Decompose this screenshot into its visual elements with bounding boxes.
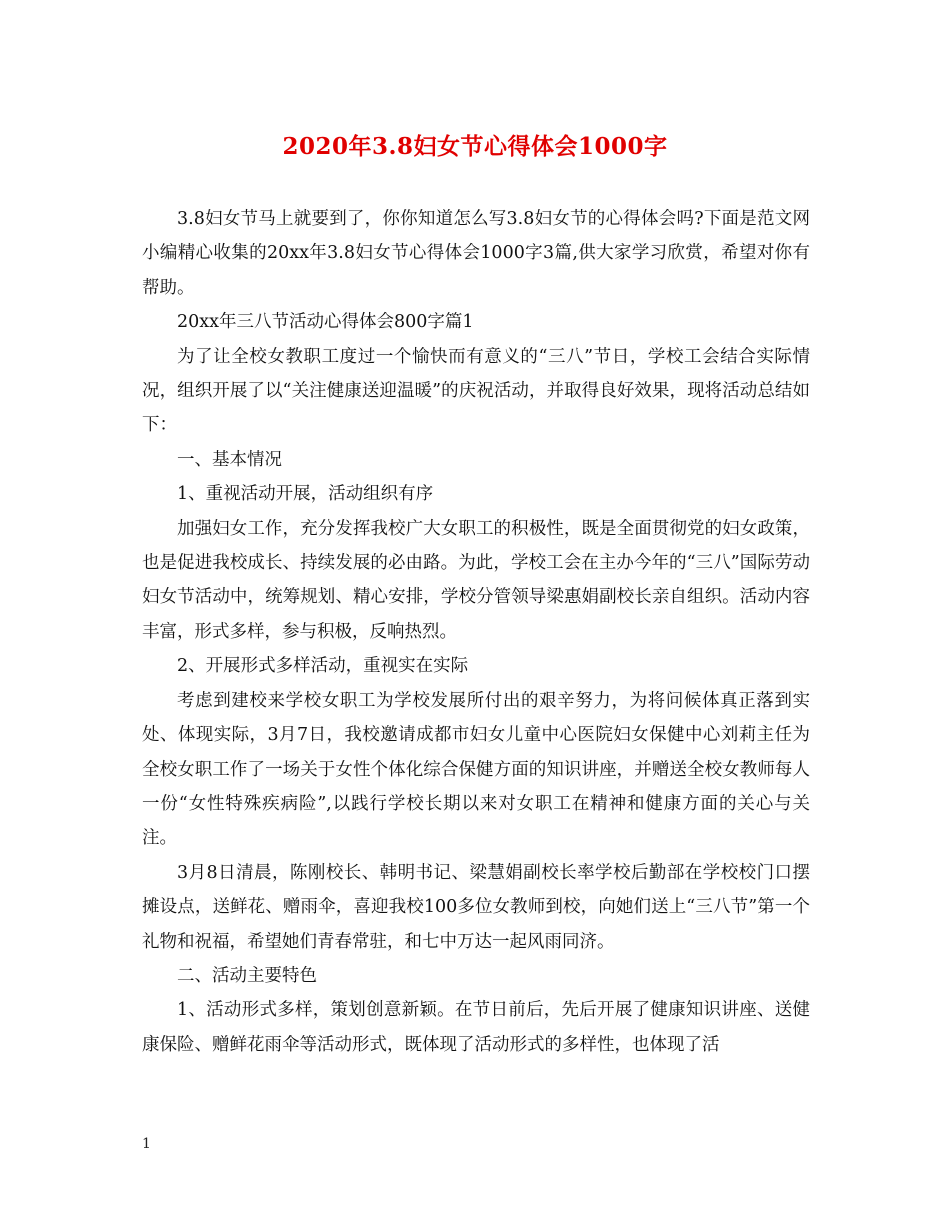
- paragraph-article-heading: 20xx年三八节活动心得体会800字篇1: [177, 312, 474, 333]
- subheading-diverse-activities: 2、开展形式多样活动，重视实在实际: [177, 656, 469, 677]
- document-body: [142, 202, 810, 1062]
- paragraph-health-lecture: 考虑到建校来学校女职工为学校发展所付出的艰辛努力，为将问候体真正落到实处、体现实际，3月7日，我校邀请成都市妇女儿童中心医院妇女保健中心刘莉主任为全校女职工作了一场关于女性个体化综合保健方面的知识讲座，并赠送全校女教师每人一份“女性特殊疾病险”,以践行学校长期以来对女职工在精神和健康方面的关心与关注。: [142, 690, 810, 849]
- subheading-organization: 1、重视活动开展，活动组织有序: [177, 484, 434, 505]
- paragraph-women-work: 加强妇女工作，充分发挥我校广大女职工的积极性，既是全面贯彻党的妇女政策，也是促进我校成长、持续发展的必由路。为此，学校工会在主办今年的“三八”国际劳动妇女节活动中，统筹规划、精心安排，学校分管领导梁惠娟副校长亲自组织。活动内容丰富，形式多样，参与积极，反响热烈。: [142, 518, 810, 642]
- paragraph-march-8-morning: 3月8日清晨，陈刚校长、韩明书记、梁慧娟副校长率学校后勤部在学校校门口摆摊设点，送鲜花、赠雨伞，喜迎我校100多位女教师到校，向她们送上“三八节”第一个礼物和祝福，希望她们青春常驻，和七中万达一起风雨同济。: [142, 862, 810, 952]
- paragraph-intro: 3.8妇女节马上就要到了，你你知道怎么写3.8妇女节的心得体会吗?下面是范文网小编精心收集的20xx年3.8妇女节心得体会1000字3篇,供大家学习欣赏，希望对你有帮助。: [142, 209, 810, 298]
- section-heading-basic-situation: 一、基本情况: [177, 449, 282, 470]
- paragraph-features-1: 1、活动形式多样，策划创意新颖。在节日前后，先后开展了健康知识讲座、送健康保险、赠鲜花雨伞等活动形式，既体现了活动形式的多样性，也体现了活: [142, 1000, 810, 1055]
- section-heading-main-features: 二、活动主要特色: [177, 965, 317, 986]
- paragraph-purpose: 为了让全校女教职工度过一个愉快而有意义的“三八”节日，学校工会结合实际情况，组织开展了以“关注健康送迎温暖”的庆祝活动，并取得良好效果，现将活动总结如下：: [142, 346, 810, 436]
- page-number: 1: [142, 1136, 151, 1152]
- document-title: 2020年3.8妇女节心得体会1000字: [282, 133, 668, 160]
